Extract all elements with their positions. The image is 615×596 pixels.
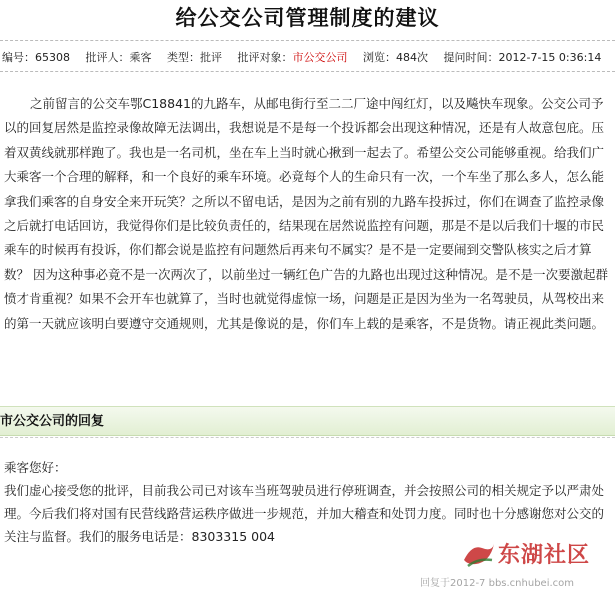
complaint-body (4, 92, 612, 336)
reply-body (4, 456, 612, 548)
divider (0, 437, 615, 438)
reply-greeting: 乘客您好： (4, 460, 67, 475)
complaint-paragraph: 之前留言的公交车鄂C18841的九路车，从邮电街行至二二厂途中闯红灯，以及飚快车现象。公交公司予以的回复居然是监控录像故障无法调出，我想说是不是每一个投诉都会出现这种情况，还是有人故意包庇。压着双黄线就那样跑了。我也是一名司机，坐在车上当时就心揪到一起去了。希望公交公司能够重视。给我们广大乘客一个合理的解释，和一个良好的乘车环境。必竟每个人的生命只有一次，一个车坐了那么多人，怎么能拿我们乘客的自身安全来开玩笑？之所以不留电话，是因为之前有别的九路车投拆过，你们在调查了监控录像之后就打电话回访，我觉得你们是比较负责任的，结果现在居然说监控有问题，那是不是以后我们十堰的市民乘车的时候再有投诉，你们都会说是监控有问题然后再来句不属实？是不是一定要闹到交警队核实之后才算数？ 因为这种事必竟不是一次两次了，以前坐过一辆红色广告的九路也出现过这种情况。是不是一次要激起群愤才肯重视？如果不会开车也就算了，当时也就觉得虚惊一场，问题是正是因为坐为一名驾驶员，从驾校出来的第一天就应该明白要遵守交通规则，尤其是像说的是，你们车上载的是乘客，不是货物。请正视此类问题。 (4, 96, 608, 331)
type-label: 类型： (167, 51, 200, 64)
type-value: 批评 (200, 51, 222, 64)
critic-label: 批评人： (85, 51, 130, 64)
page-title: 给公交公司管理制度的建议 (175, 5, 440, 30)
watermark-url: 回复于2012-7 bbs.cnhubei.com (420, 578, 575, 589)
divider (0, 71, 615, 72)
reply-line: 我们虚心接受您的批评，目前我公司已对该车当班驾驶员进行停班调查，并会按照公司的相关规定予以严肃处理。今后我们将对国有民营线路营运秩序做进一步规范，并加大稽查和处罚力度。同时也十分感谢您对公交的关注与监督。我们的服务电话是：8303315 004 (4, 483, 605, 544)
watermark (420, 536, 608, 592)
id-value: 65308 (35, 51, 70, 64)
id-label: 编号： (2, 51, 35, 64)
critic-value: 乘客 (129, 51, 152, 64)
time-value: 2012-7-15 0:36:14 (498, 51, 602, 64)
target-label: 批评对象： (237, 51, 293, 64)
views-label: 浏览： (363, 51, 396, 64)
views-value: 484次 (396, 51, 428, 64)
meta-row (2, 47, 613, 69)
donghu-logo-icon (462, 540, 496, 570)
watermark-brand: 东湖社区 (498, 543, 591, 568)
divider (0, 40, 615, 41)
reply-heading: 市公交公司的回复 (0, 406, 615, 436)
target-link[interactable]: 市公交公司 (292, 51, 348, 64)
time-label: 提问时间： (443, 51, 499, 64)
